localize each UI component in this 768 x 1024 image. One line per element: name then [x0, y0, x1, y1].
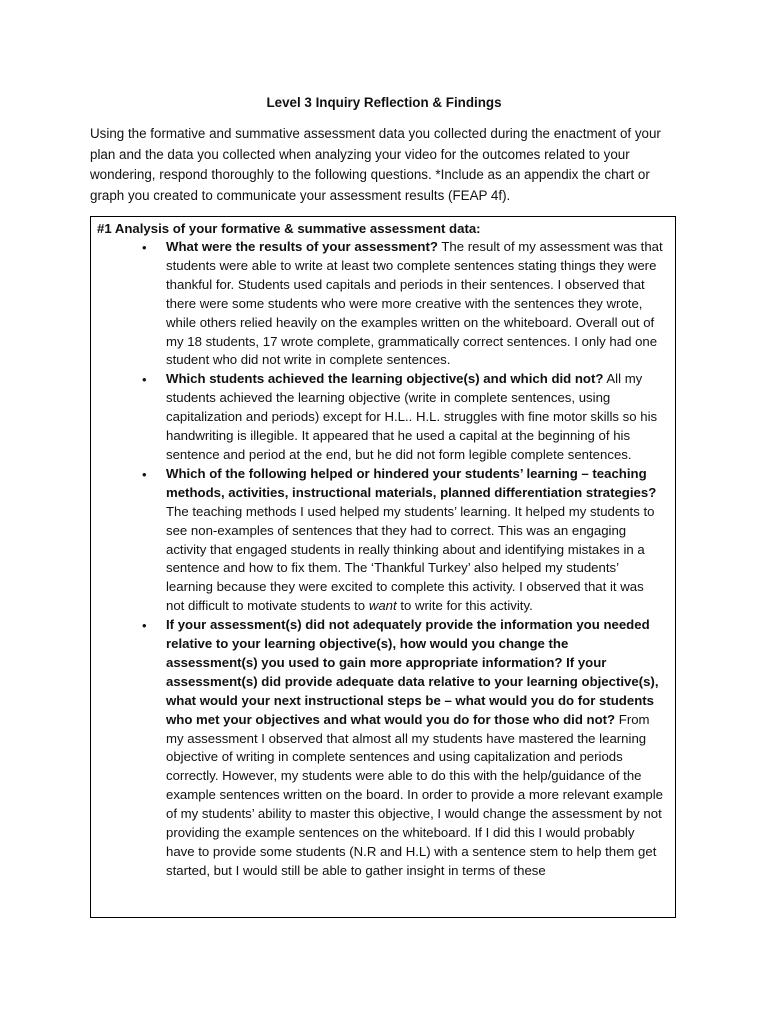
section-heading: #1 Analysis of your formative & summative assessment data: [97, 221, 481, 236]
question-text: Which students achieved the learning objective(s) and which did not? [166, 371, 604, 387]
answer-text: The result of my assessment was that students were able to write at least two complete sentences stating things they were thankful for. Students used capitals and periods in their sentences. I observed that there were some students who were more creative with the sentences they wrote, while others relied heavily on the examples written on the whiteboard. Overall out of my 18 students, 17 wrote complete, grammatically correct sentences. I only had one student who did not write in complete sentences. [166, 239, 663, 368]
instructions-paragraph: Using the formative and summative assessment data you collected during the enactment of your plan and the data you collected when analyzing your video for the outcomes related to your wondering, respond thoroughly to the following questions. *Include as an appendix the chart or graph you created to communicate your assessment results (FEAP 4f). [90, 126, 661, 203]
question-text: If your assessment(s) did not adequately provide the information you needed relative to your learning objective(s), how would you change the assessment(s) you used to gain more appropriate information? If your assessment(s) did provide adequate data relative to your learning objective(s), what would your next instructional steps be – what would you do for students who met your objectives and what would you do for those who did not? [166, 617, 659, 727]
question-text: Which of the following helped or hindered your students’ learning – teaching methods, activities, instructional materials, planned differentiation strategies? [166, 465, 657, 500]
answer-emphasis: want [368, 598, 397, 614]
bullet-icon: • [142, 240, 147, 255]
response-box [90, 216, 676, 918]
list-item [91, 238, 675, 370]
answer-text: All my students achieved the learning objective (write in complete sentences, using capitalization and periods) except for H.L.. H.L. struggles with fine motor skills so his handwriting is illegible. It appeared that he used a capital at the beginning of his sentence and period at the end, but he did not form legible complete sentences. [166, 371, 658, 462]
list-item [91, 465, 675, 616]
list-item [91, 616, 675, 881]
question-text: What were the results of your assessment? [166, 239, 438, 254]
answer-text-end: to write for this activity. [396, 598, 533, 614]
answer-text: From my assessment I observed that almost all my students have mastered the learning objective of writing in complete sentences and using capitalization and periods correctly. However, my students were able to do this with the help/guidance of the example sentences written on the board. In order to provide a more relevant example of my students’ ability to master this objective, I would change the assessment by not providing the example sentences on the whiteboard. If I did this I would probably have to provide some students (N.R and H.L) with a sentence stem to help them get started, but I would still be able to gather insight in terms of these [166, 711, 664, 878]
list-item [91, 370, 675, 465]
bullet-icon: • [142, 618, 147, 634]
answer-text: The teaching methods I used helped my students’ learning. It helped my students to see non-examples of sentences that they had to correct. This was an engaging activity that engaged students in really thinking about and identifying mistakes in a sentence and how to fix them. The ‘Thankful Turkey’ also helped my students’ learning because they were excited to complete this activity. I observed that it was not difficult to motivate students to [166, 503, 655, 614]
document-title: Level 3 Inquiry Reflection & Findings [266, 95, 502, 110]
bullet-icon: • [142, 466, 147, 482]
question-list [91, 238, 675, 881]
bullet-icon: • [142, 372, 147, 388]
